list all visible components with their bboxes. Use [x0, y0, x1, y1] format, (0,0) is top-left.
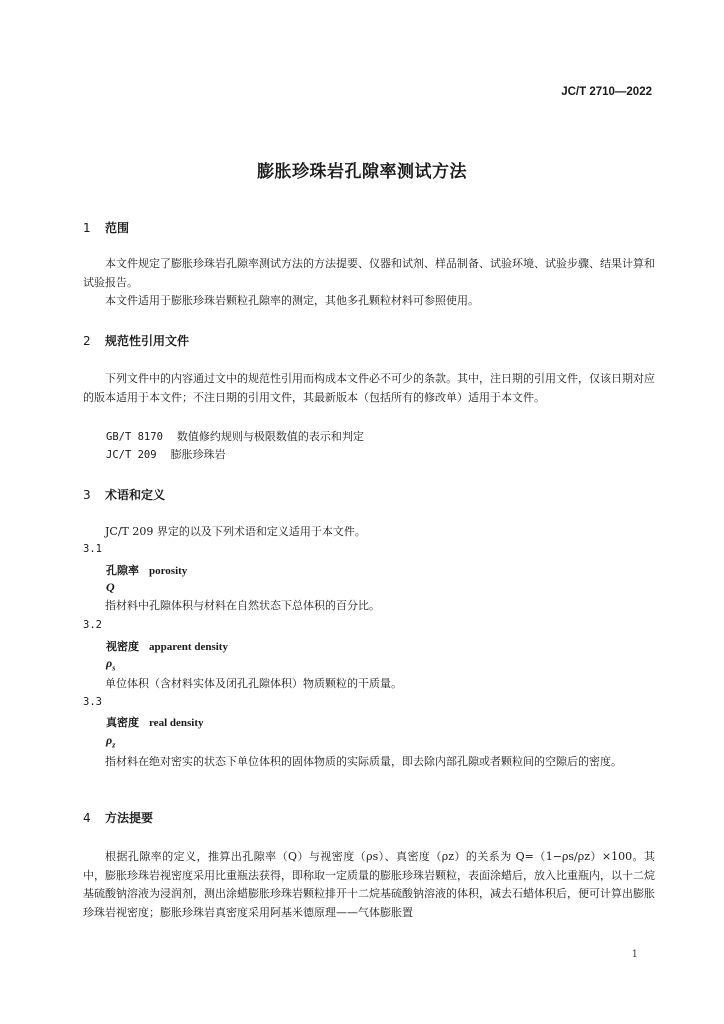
reference-item: [106, 446, 226, 464]
section-number: 1: [83, 221, 91, 235]
term-name-en: apparent density: [149, 641, 228, 653]
section-heading-terms-definitions: [83, 486, 165, 503]
term-number: 3.2: [83, 619, 102, 631]
term-name-en: porosity: [149, 565, 188, 577]
section-title: 方法提要: [105, 811, 154, 825]
document-title: 膨胀珍珠岩孔隙率测试方法: [257, 162, 467, 182]
term-name-zh: 真密度: [106, 716, 139, 729]
term-definition: 指材料中孔隙体积与材料在自然状态下总体积的百分比。: [105, 599, 380, 612]
section-number: 3: [83, 488, 91, 502]
section-number: 4: [83, 811, 91, 825]
term-symbol: [106, 733, 115, 749]
method-summary-paragraph: 根据孔隙率的定义，推算出孔隙率（Q）与视密度（ρs）、真密度（ρz）的关系为 Q=（1−ρs/ρz）×100。其中，膨胀珍珠岩视密度采用比重瓶法获得，即称取一定质量的膨胀珍珠岩颗粒，表面涂蜡后，放入比重瓶内，以十二烷基硫酸钠溶液为浸润剂，测出涂蜡膨胀珍珠岩颗粒排开十二烷基硫酸钠溶液的体积，减去石蜡体积后，便可计算出膨胀珍珠岩视密度；膨胀珍珠岩真密度采用阿基米德原理——气体膨胀置: [83, 850, 655, 919]
reference-code: GB/T 8170: [106, 431, 163, 443]
section-title: 规范性引用文件: [105, 334, 190, 348]
section-heading-scope: [83, 219, 129, 236]
references-paragraph: 下列文件中的内容通过文中的规范性引用而构成本文件必不可少的条款。其中，注日期的引用文件，仅该日期对应的版本适用于本文件；不注日期的引用文件，其最新版本（包括所有的修改单）适用于本文件。: [83, 372, 655, 404]
term-definition: 指材料在绝对密实的状态下单位体积的固体物质的实际质量，即去除内部孔隙或者颗粒间的空隙后的密度。: [105, 755, 622, 768]
term-symbol-letter: ρ: [106, 656, 113, 670]
term-symbol: [106, 580, 115, 596]
term-name: [106, 638, 228, 654]
term-symbol-subscript: z: [112, 740, 116, 750]
term-symbol: [106, 656, 115, 672]
page-number: 1: [631, 949, 638, 960]
section-heading-method-summary: [83, 809, 153, 826]
section-title: 范围: [105, 221, 130, 235]
section-heading-normative-references: [83, 332, 189, 349]
terms-intro: JC/T 209 界定的以及下列术语和定义适用于本文件。: [105, 525, 366, 538]
term-symbol-subscript: s: [112, 663, 116, 673]
term-name: [106, 714, 204, 730]
standard-code: JC/T 2710—2022: [561, 86, 652, 98]
reference-item: [106, 428, 364, 446]
section-title: 术语和定义: [105, 488, 166, 502]
term-number: 3.3: [83, 696, 102, 708]
reference-title: 膨胀珍珠岩: [170, 448, 226, 461]
term-definition: 单位体积（含材料实体及闭孔孔隙体积）物质颗粒的干质量。: [105, 677, 402, 690]
scope-paragraph-2: 本文件适用于膨胀珍珠岩颗粒孔隙率的测定，其他多孔颗粒材料可参照使用。: [105, 294, 479, 307]
term-name-en: real density: [149, 717, 204, 729]
term-name: [106, 562, 187, 578]
term-symbol-letter: ρ: [106, 733, 113, 747]
scope-paragraph-1: 本文件规定了膨胀珍珠岩孔隙率测试方法的方法提要、仪器和试剂、样品制备、试验环境、试验步骤、结果计算和试验报告。: [83, 257, 655, 289]
reference-code: JC/T 209: [106, 449, 157, 461]
term-symbol-letter: Q: [106, 580, 115, 594]
reference-title: 数值修约规则与极限数值的表示和判定: [176, 430, 364, 443]
term-name-zh: 视密度: [106, 640, 139, 653]
term-name-zh: 孔隙率: [106, 564, 139, 577]
term-number: 3.1: [83, 543, 102, 555]
section-number: 2: [83, 334, 91, 348]
